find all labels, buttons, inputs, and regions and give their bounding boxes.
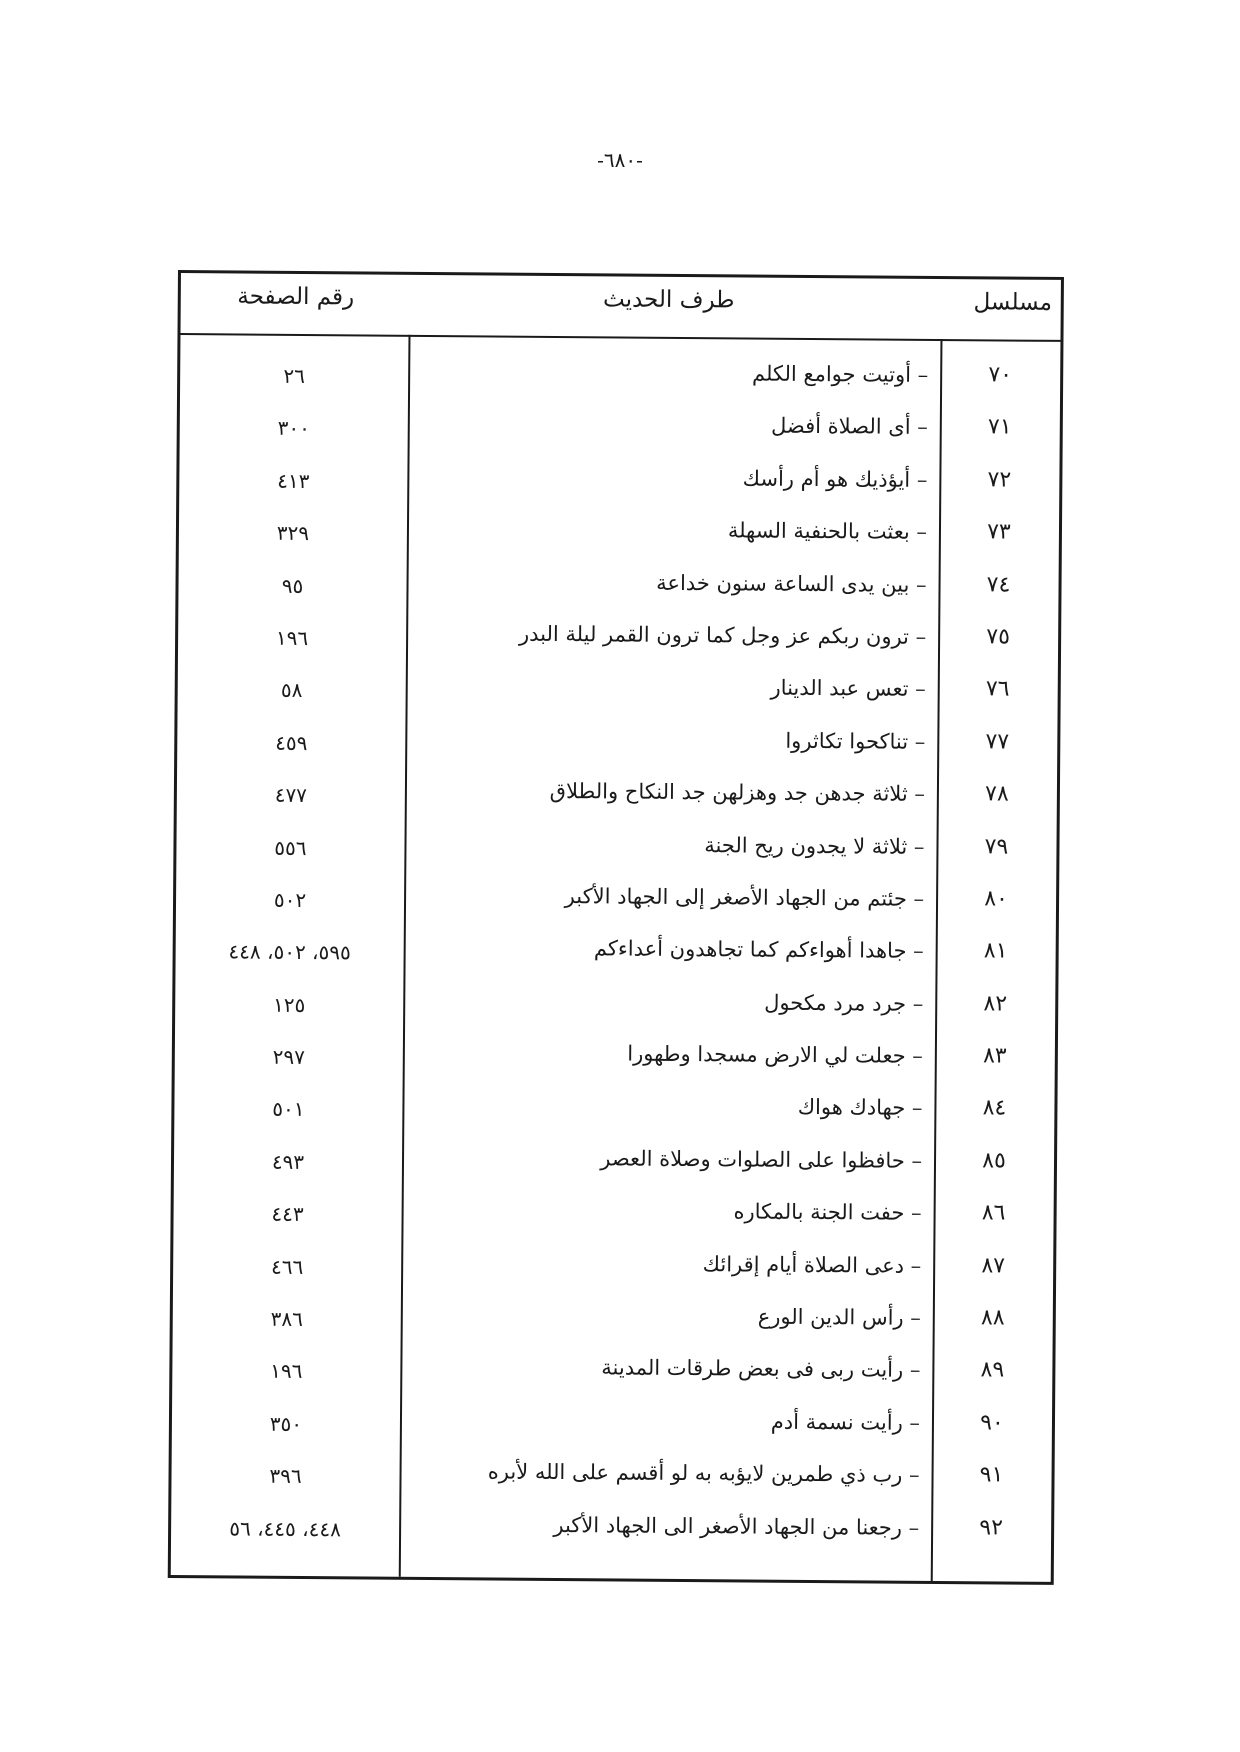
row-page-number: ٤٧٧ (274, 782, 308, 808)
row-page-number: ٢٦ (283, 363, 306, 388)
table-row (178, 657, 1058, 716)
row-page-number: ٥٨ (280, 678, 303, 703)
row-serial: ٨١ (983, 938, 1008, 964)
table-row (174, 1076, 1054, 1135)
table-row (171, 1443, 1051, 1502)
table-row (178, 605, 1058, 664)
row-page-number: ٤١٣ (277, 468, 310, 493)
row-serial: ٩٠ (980, 1410, 1004, 1436)
row-page-number: ١٢٥ (273, 992, 306, 1017)
row-hadith-text: – ثلاثة لا يجدون ريح الجنة (704, 832, 925, 859)
row-hadith-text: – ثلاثة جدهن جد وهزلهن جد النكاح والطلاق (549, 779, 926, 807)
row-hadith-text: – أيؤذيك هو أم رأسك (742, 466, 928, 492)
table-row (176, 867, 1056, 926)
table-header-row (180, 273, 1060, 342)
row-hadith-text: – رب ذي طمرين لايؤبه به لو أقسم على الله لأبره (487, 1459, 920, 1488)
row-page-number: ٣٨٦ (270, 1306, 303, 1332)
row-serial: ٧٢ (987, 467, 1012, 493)
row-serial: ٧٠ (988, 362, 1013, 388)
table-row (180, 395, 1060, 454)
row-page-number: ٥٩٥، ٥٠٢، ٤٤٨ (228, 939, 351, 965)
row-page-number: ١٩٦ (270, 1359, 303, 1384)
header-serial: مسلسل (973, 289, 1053, 316)
row-serial: ٩٢ (979, 1514, 1004, 1541)
row-hadith-text: – تعس عبد الدينار (770, 676, 926, 702)
row-hadith-text: – جهادك هواك (797, 1095, 923, 1121)
row-serial: ٧٤ (986, 571, 1011, 598)
row-serial: ٨٤ (982, 1095, 1007, 1121)
header-page-number: رقم الصفحة (237, 283, 355, 311)
row-hadith-text: – جاهدا أهواءكم كما تجاهدون أعداءكم (593, 936, 924, 964)
table-row (176, 815, 1056, 874)
row-serial: ٨٧ (981, 1252, 1006, 1279)
row-page-number: ١٩٦ (275, 625, 309, 650)
row-hadith-text: – رأيت نسمة أدم (770, 1409, 921, 1435)
row-serial: ٧١ (987, 414, 1012, 440)
row-page-number: ٩٥ (281, 573, 304, 598)
row-page-number: ٤٤٨، ٤٤٥، ٥٦ (229, 1516, 341, 1541)
row-page-number: ٤٦٦ (270, 1254, 304, 1279)
table-row (180, 343, 1060, 402)
row-serial: ٧٨ (984, 781, 1009, 807)
table-row (175, 919, 1055, 978)
row-serial: ٧٩ (984, 833, 1009, 860)
row-hadith-text: – دعى الصلاة أيام إقرائك (702, 1251, 922, 1278)
table-body (171, 343, 1060, 1555)
table-row (173, 1234, 1053, 1293)
row-page-number: ٣٠٠ (277, 416, 310, 441)
table-row (177, 762, 1057, 821)
row-page-number: ٣٥٠ (269, 1411, 303, 1436)
table-row (173, 1181, 1053, 1240)
row-page-number: ٤٥٩ (275, 730, 308, 755)
row-serial: ٨٠ (984, 886, 1008, 912)
row-hadith-text: – بعثت بالحنفية السهلة (727, 518, 928, 545)
table-row (175, 1024, 1055, 1083)
row-hadith-text: – رجعنا من الجهاد الأصغر الى الجهاد الأكبر (553, 1512, 920, 1540)
row-hadith-text: – أى الصلاة أفضل (770, 414, 928, 440)
hadith-index-table (168, 270, 1064, 1585)
row-page-number: ٤٩٣ (271, 1149, 305, 1174)
row-page-number: ٥٥٦ (274, 835, 307, 860)
row-page-number: ٤٤٣ (271, 1202, 304, 1227)
row-page-number: ٢٩٧ (272, 1044, 306, 1070)
row-hadith-text: – تناكحوا تكاثروا (785, 728, 926, 754)
row-serial: ٧٥ (986, 624, 1011, 650)
row-serial: ٧٦ (985, 676, 1010, 702)
row-serial: ٨٩ (980, 1357, 1005, 1383)
row-serial: ٨٥ (982, 1148, 1006, 1174)
row-serial: ٨٢ (983, 991, 1008, 1017)
row-page-number: ٥٠٢ (273, 887, 307, 912)
table-row (171, 1496, 1051, 1555)
row-hadith-text: – رأس الدين الورع (757, 1304, 921, 1330)
row-serial: ٧٣ (987, 519, 1011, 545)
row-hadith-text: – حافظوا على الصلوات وصلاة العصر (600, 1146, 923, 1173)
page-number: -٦٨٠- (597, 148, 643, 172)
row-hadith-text: – رأيت ربى فى بعض طرقات المدينة (601, 1355, 921, 1383)
row-hadith-text: – بين يدى الساعة سنون خداعة (656, 570, 927, 597)
row-serial: ٨٨ (980, 1305, 1005, 1331)
table-row (177, 710, 1057, 769)
row-hadith-text: – جئتم من الجهاد الأصغر إلى الجهاد الأكبر (564, 883, 925, 911)
row-page-number: ٥٠١ (272, 1097, 305, 1122)
row-hadith-text: – جرد مرد مكحول (764, 990, 924, 1016)
table-row (174, 1129, 1054, 1188)
row-hadith-text: – أوتيت جوامع الكلم (751, 361, 929, 387)
row-serial: ٨٣ (982, 1043, 1007, 1069)
row-serial: ٨٦ (981, 1200, 1006, 1226)
row-hadith-text: – جعلت لي الارض مسجدا وطهورا (627, 1041, 923, 1068)
header-hadith: طرف الحديث (602, 286, 735, 314)
table-row (179, 448, 1059, 507)
row-page-number: ٣٩٦ (269, 1463, 302, 1489)
row-serial: ٧٧ (985, 729, 1010, 755)
table-row (179, 500, 1059, 559)
table-row (172, 1391, 1052, 1450)
row-serial: ٩١ (979, 1462, 1004, 1488)
row-hadith-text: – حفت الجنة بالمكاره (733, 1199, 922, 1226)
table-row (178, 553, 1058, 612)
row-hadith-text: – ترون ربكم عز وجل كما ترون القمر ليلة البدر (518, 621, 927, 649)
table-row (173, 1286, 1053, 1345)
table-row (175, 972, 1055, 1031)
row-page-number: ٣٢٩ (276, 520, 310, 546)
table-row (172, 1338, 1052, 1397)
